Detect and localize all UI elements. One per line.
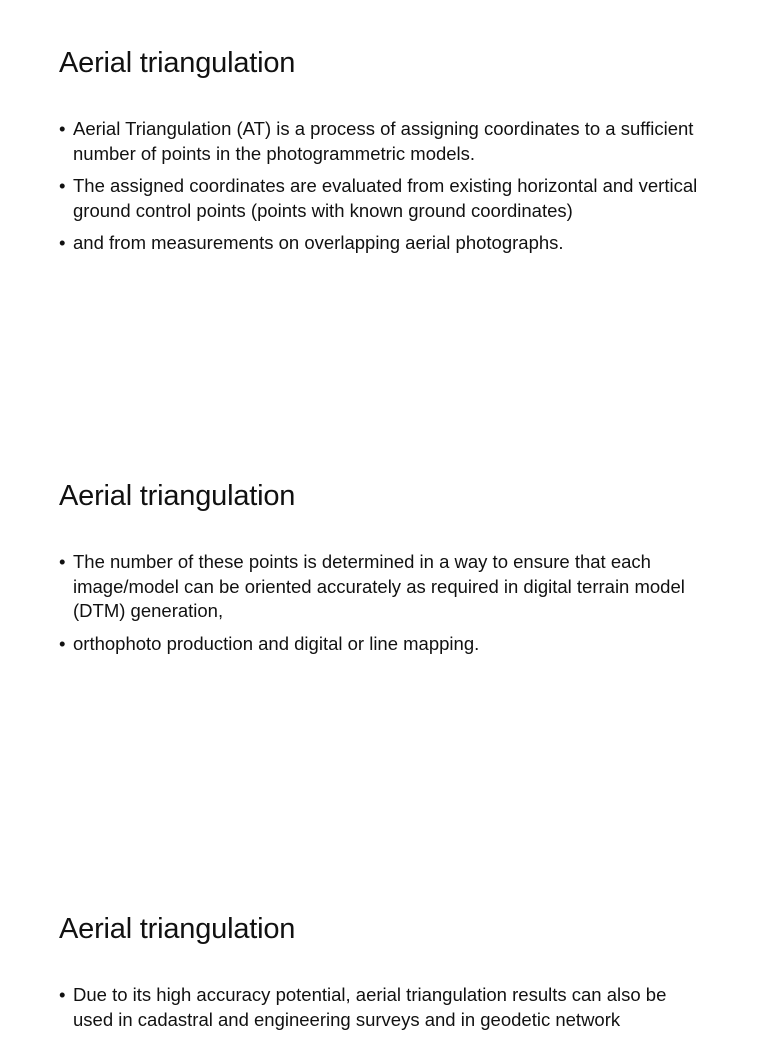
bullet-item bbox=[59, 117, 709, 166]
slide-title: Aerial triangulation bbox=[59, 913, 296, 945]
bullet-text: and from measurements on overlapping aerial photographs. bbox=[73, 232, 564, 253]
bullet-marker: • bbox=[59, 632, 66, 654]
slide-title: Aerial triangulation bbox=[59, 480, 296, 512]
slide-1 bbox=[0, 0, 768, 430]
bullet-text: Aerial Triangulation (AT) is a process of assigning coordinates to a sufficient number of points in the photogrammetric models. bbox=[73, 118, 694, 164]
slide-title: Aerial triangulation bbox=[59, 47, 296, 79]
bullet-marker: • bbox=[59, 118, 66, 139]
bullet-item bbox=[59, 983, 709, 1032]
bullet-list bbox=[59, 550, 709, 664]
bullet-list bbox=[59, 117, 709, 264]
bullet-marker: • bbox=[59, 175, 66, 196]
slide-2 bbox=[0, 430, 768, 860]
bullet-text: orthophoto production and digital or line mapping. bbox=[73, 632, 480, 654]
bullet-marker: • bbox=[59, 232, 66, 253]
bullet-marker: • bbox=[59, 551, 66, 572]
bullet-item bbox=[59, 174, 709, 223]
bullet-item bbox=[59, 231, 709, 256]
bullet-item bbox=[59, 550, 709, 624]
bullet-item bbox=[59, 632, 709, 657]
bullet-text: The assigned coordinates are evaluated from existing horizontal and vertical ground control points (points with known ground coordinates) bbox=[73, 175, 698, 221]
bullet-marker: • bbox=[59, 984, 66, 1005]
slide-3 bbox=[0, 860, 768, 1030]
bullet-text: Due to its high accuracy potential, aerial triangulation results can also be used in cadastral and engineering surveys and in geodetic network bbox=[73, 984, 667, 1030]
bullet-text: The number of these points is determined in a way to ensure that each image/model can be oriented accurately as required in digital terrain model (DTM) generation, bbox=[73, 551, 685, 621]
bullet-list bbox=[59, 983, 709, 1040]
